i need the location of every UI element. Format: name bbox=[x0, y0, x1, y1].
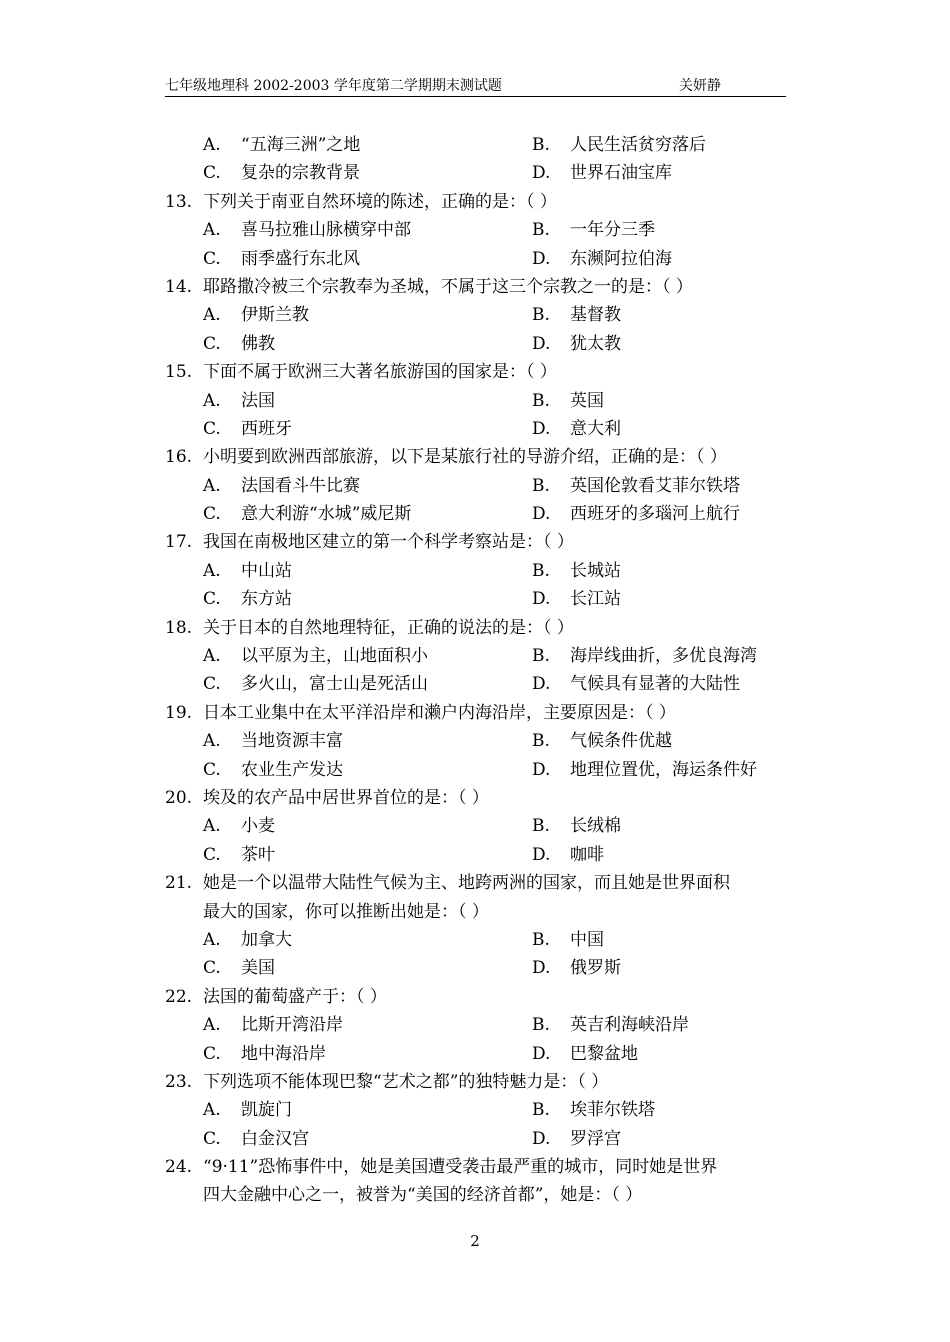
question-line bbox=[165, 1153, 790, 1181]
option-text: 海岸线曲折，多优良海湾 bbox=[570, 646, 757, 667]
option-text: 英国伦敦看艾菲尔铁塔 bbox=[570, 475, 740, 496]
question-list bbox=[165, 131, 790, 1210]
question-stem: 法国的葡萄盛产于：（ ） bbox=[203, 986, 387, 1007]
answer-option bbox=[203, 926, 292, 954]
option-letter: D. bbox=[532, 504, 551, 525]
answer-option bbox=[532, 387, 604, 415]
option-row bbox=[165, 216, 790, 244]
option-letter: C. bbox=[203, 418, 221, 439]
option-text: 佛教 bbox=[241, 333, 275, 354]
option-text: 巴黎盆地 bbox=[570, 1043, 638, 1064]
option-text: 喜马拉雅山脉横穿中部 bbox=[241, 220, 411, 241]
option-letter: A. bbox=[203, 560, 221, 581]
question-item bbox=[165, 614, 790, 699]
question-number: 15. bbox=[165, 362, 193, 383]
answer-option bbox=[203, 415, 292, 443]
answer-option bbox=[203, 500, 411, 528]
question-item bbox=[165, 983, 790, 1068]
option-text: 地理位置优，海运条件好 bbox=[570, 759, 757, 780]
option-text: 白金汉宫 bbox=[241, 1128, 309, 1149]
answer-option bbox=[532, 245, 672, 273]
page-number: 2 bbox=[470, 1232, 480, 1250]
option-row bbox=[165, 131, 790, 159]
answer-option bbox=[532, 415, 621, 443]
question-number: 23. bbox=[165, 1071, 193, 1092]
answer-option bbox=[203, 159, 360, 187]
option-letter: D. bbox=[532, 674, 551, 695]
option-text: 中山站 bbox=[241, 560, 292, 581]
question-stem: “9·11”恐怖事件中，她是美国遭受袭击最严重的城市，同时她是世界 bbox=[203, 1157, 718, 1178]
option-letter: C. bbox=[203, 333, 221, 354]
option-text: 东濒阿拉伯海 bbox=[570, 248, 672, 269]
question-item bbox=[165, 1153, 790, 1210]
option-letter: D. bbox=[532, 844, 551, 865]
option-text: 咖啡 bbox=[570, 844, 604, 865]
option-row bbox=[165, 585, 790, 613]
option-text: 俄罗斯 bbox=[570, 958, 621, 979]
option-letter: B. bbox=[532, 475, 550, 496]
option-text: 以平原为主，山地面积小 bbox=[241, 646, 428, 667]
answer-option bbox=[203, 131, 360, 159]
question-line bbox=[165, 358, 790, 386]
option-text: 多火山，富士山是死活山 bbox=[241, 674, 428, 695]
question-item bbox=[165, 528, 790, 613]
option-letter: A. bbox=[203, 1100, 221, 1121]
option-letter: C. bbox=[203, 589, 221, 610]
option-letter: B. bbox=[532, 816, 550, 837]
answer-option bbox=[203, 1096, 292, 1124]
answer-option bbox=[203, 301, 309, 329]
answer-option bbox=[203, 642, 428, 670]
question-stem: 耶路撒冷被三个宗教奉为圣城，不属于这三个宗教之一的是：（ ） bbox=[203, 276, 693, 297]
question-item bbox=[165, 869, 790, 983]
exam-title: 七年级地理科 2002-2003 学年度第二学期期末测试题 bbox=[165, 78, 502, 94]
question-line bbox=[165, 443, 790, 471]
option-text: 西班牙 bbox=[241, 418, 292, 439]
option-letter: D. bbox=[532, 248, 551, 269]
question-stem: 下列选项不能体现巴黎“艺术之都”的独特魅力是：（ ） bbox=[203, 1071, 609, 1092]
option-text: 复杂的宗教背景 bbox=[241, 163, 360, 184]
question-number: 18. bbox=[165, 617, 193, 638]
option-letter: D. bbox=[532, 958, 551, 979]
option-letter: D. bbox=[532, 759, 551, 780]
answer-option bbox=[532, 472, 740, 500]
option-letter: A. bbox=[203, 646, 221, 667]
option-text: 长江站 bbox=[570, 589, 621, 610]
option-text: 气候具有显著的大陆性 bbox=[570, 674, 740, 695]
option-text: 英国 bbox=[570, 390, 604, 411]
question-number: 14. bbox=[165, 276, 193, 297]
option-text: 基督教 bbox=[570, 305, 621, 326]
option-text: 中国 bbox=[570, 929, 604, 950]
question-line bbox=[165, 869, 790, 897]
option-letter: D. bbox=[532, 1128, 551, 1149]
option-letter: B. bbox=[532, 305, 550, 326]
question-line bbox=[165, 1068, 790, 1096]
question-item bbox=[165, 358, 790, 443]
question-line bbox=[165, 898, 790, 926]
option-row bbox=[165, 954, 790, 982]
option-letter: C. bbox=[203, 759, 221, 780]
option-letter: B. bbox=[532, 390, 550, 411]
option-text: 一年分三季 bbox=[570, 220, 655, 241]
answer-option bbox=[532, 1040, 638, 1068]
answer-option bbox=[532, 670, 740, 698]
option-text: 比斯开湾沿岸 bbox=[241, 1015, 343, 1036]
option-text: 当地资源丰富 bbox=[241, 731, 343, 752]
option-row bbox=[165, 841, 790, 869]
question-number: 22. bbox=[165, 986, 193, 1007]
option-text: 埃菲尔铁塔 bbox=[570, 1100, 655, 1121]
option-text: 世界石油宝库 bbox=[570, 163, 672, 184]
option-letter: D. bbox=[532, 589, 551, 610]
option-text: 地中海沿岸 bbox=[241, 1043, 326, 1064]
question-number: 21. bbox=[165, 873, 193, 894]
question-item bbox=[165, 1068, 790, 1153]
option-letter: A. bbox=[203, 475, 221, 496]
option-row bbox=[165, 1011, 790, 1039]
option-letter: C. bbox=[203, 844, 221, 865]
option-text: 农业生产发达 bbox=[241, 759, 343, 780]
question-number: 13. bbox=[165, 191, 193, 212]
question-line bbox=[165, 983, 790, 1011]
question-line bbox=[165, 528, 790, 556]
option-letter: C. bbox=[203, 958, 221, 979]
option-text: 长绒棉 bbox=[570, 816, 621, 837]
option-row bbox=[165, 159, 790, 187]
question-line bbox=[165, 699, 790, 727]
author-name: 关妍静 bbox=[679, 78, 721, 94]
option-letter: A. bbox=[203, 305, 221, 326]
option-letter: D. bbox=[532, 418, 551, 439]
option-row bbox=[165, 245, 790, 273]
answer-option bbox=[203, 330, 275, 358]
answer-option bbox=[532, 642, 757, 670]
answer-option bbox=[203, 1125, 309, 1153]
option-text: 雨季盛行东北风 bbox=[241, 248, 360, 269]
option-text: 凯旋门 bbox=[241, 1100, 292, 1121]
question-stem: 她是一个以温带大陆性气候为主、地跨两洲的国家，而且她是世界面积 bbox=[203, 873, 730, 894]
option-text: 法国看斗牛比赛 bbox=[241, 475, 360, 496]
question-item bbox=[165, 784, 790, 869]
option-row bbox=[165, 812, 790, 840]
option-letter: C. bbox=[203, 504, 221, 525]
option-letter: C. bbox=[203, 248, 221, 269]
option-letter: B. bbox=[532, 220, 550, 241]
answer-option bbox=[203, 670, 428, 698]
option-letter: C. bbox=[203, 1128, 221, 1149]
option-letter: B. bbox=[532, 1015, 550, 1036]
option-row bbox=[165, 642, 790, 670]
option-row bbox=[165, 1125, 790, 1153]
option-letter: D. bbox=[532, 163, 551, 184]
option-text: 法国 bbox=[241, 390, 275, 411]
answer-option bbox=[203, 841, 275, 869]
option-letter: B. bbox=[532, 560, 550, 581]
question-line bbox=[165, 273, 790, 301]
option-letter: D. bbox=[532, 1043, 551, 1064]
answer-option bbox=[532, 216, 655, 244]
answer-option bbox=[203, 472, 360, 500]
answer-option bbox=[532, 557, 621, 585]
option-text: 气候条件优越 bbox=[570, 731, 672, 752]
option-text: 西班牙的多瑙河上航行 bbox=[570, 504, 740, 525]
option-row bbox=[165, 1096, 790, 1124]
question-line bbox=[165, 1181, 790, 1209]
option-text: 东方站 bbox=[241, 589, 292, 610]
answer-option bbox=[532, 812, 621, 840]
option-row bbox=[165, 1040, 790, 1068]
option-letter: A. bbox=[203, 1015, 221, 1036]
option-text: 人民生活贫穷落后 bbox=[570, 135, 706, 155]
option-text: 美国 bbox=[241, 958, 275, 979]
answer-option bbox=[203, 557, 292, 585]
question-stem: 最大的国家，你可以推断出她是：（ ） bbox=[203, 901, 489, 922]
option-text: 长城站 bbox=[570, 560, 621, 581]
answer-option bbox=[532, 756, 757, 784]
answer-option bbox=[532, 159, 672, 187]
option-letter: C. bbox=[203, 674, 221, 695]
answer-option bbox=[532, 1011, 689, 1039]
option-text: 伊斯兰教 bbox=[241, 305, 309, 326]
answer-option bbox=[203, 1040, 326, 1068]
question-item bbox=[165, 188, 790, 273]
question-stem: 下列关于南亚自然环境的陈述，正确的是：（ ） bbox=[203, 191, 557, 212]
option-text: “五海三洲”之地 bbox=[241, 135, 361, 155]
option-row bbox=[165, 557, 790, 585]
answer-option bbox=[203, 727, 343, 755]
question-stem: 关于日本的自然地理特征，正确的说法的是：（ ） bbox=[203, 617, 574, 638]
option-text: 茶叶 bbox=[241, 844, 275, 865]
option-text: 英吉利海峡沿岸 bbox=[570, 1015, 689, 1036]
option-letter: B. bbox=[532, 135, 550, 155]
option-row bbox=[165, 472, 790, 500]
answer-option bbox=[203, 387, 275, 415]
answer-option bbox=[532, 500, 740, 528]
option-letter: A. bbox=[203, 929, 221, 950]
question-stem: 小明要到欧洲西部旅游，以下是某旅行社的导游介绍，正确的是：（ ） bbox=[203, 447, 727, 468]
answer-option bbox=[532, 727, 672, 755]
option-letter: A. bbox=[203, 390, 221, 411]
answer-option bbox=[532, 926, 604, 954]
answer-option bbox=[532, 301, 621, 329]
answer-option bbox=[203, 216, 411, 244]
question-item bbox=[165, 443, 790, 528]
question-number: 16. bbox=[165, 447, 193, 468]
question-stem: 下面不属于欧洲三大著名旅游国的国家是：（ ） bbox=[203, 362, 557, 383]
option-letter: B. bbox=[532, 1100, 550, 1121]
option-text: 罗浮宫 bbox=[570, 1128, 621, 1149]
answer-option bbox=[203, 585, 292, 613]
question-number: 20. bbox=[165, 787, 193, 808]
answer-option bbox=[532, 585, 621, 613]
option-letter: A. bbox=[203, 220, 221, 241]
option-row bbox=[165, 670, 790, 698]
answer-option bbox=[532, 1096, 655, 1124]
answer-option bbox=[203, 1011, 343, 1039]
option-row bbox=[165, 330, 790, 358]
question-number: 17. bbox=[165, 532, 193, 553]
question-line bbox=[165, 614, 790, 642]
option-row bbox=[165, 756, 790, 784]
answer-option bbox=[532, 954, 621, 982]
answer-option bbox=[532, 330, 621, 358]
answer-option bbox=[203, 756, 343, 784]
option-letter: A. bbox=[203, 731, 221, 752]
question-item bbox=[165, 273, 790, 358]
option-text: 犹太教 bbox=[570, 333, 621, 354]
question-stem: 日本工业集中在太平洋沿岸和濑户内海沿岸，主要原因是：（ ） bbox=[203, 702, 676, 723]
option-letter: A. bbox=[203, 135, 221, 155]
question-line bbox=[165, 784, 790, 812]
question-stem: 四大金融中心之一，被誉为“美国的经济首都”，她是：（ ） bbox=[203, 1185, 643, 1206]
option-text: 加拿大 bbox=[241, 929, 292, 950]
answer-option bbox=[203, 812, 275, 840]
option-letter: B. bbox=[532, 646, 550, 667]
option-letter: C. bbox=[203, 1043, 221, 1064]
answer-option bbox=[532, 1125, 621, 1153]
question-number: 19. bbox=[165, 702, 193, 723]
question-stem: 埃及的农产品中居世界首位的是：（ ） bbox=[203, 787, 489, 808]
answer-option bbox=[203, 954, 275, 982]
question-item bbox=[165, 699, 790, 784]
option-row bbox=[165, 387, 790, 415]
page-header bbox=[165, 76, 786, 97]
answer-option bbox=[532, 841, 604, 869]
option-row bbox=[165, 727, 790, 755]
option-text: 意大利游“水城”威尼斯 bbox=[241, 504, 412, 525]
option-letter: A. bbox=[203, 816, 221, 837]
answer-option bbox=[203, 245, 360, 273]
option-letter: D. bbox=[532, 333, 551, 354]
option-row bbox=[165, 301, 790, 329]
option-row bbox=[165, 926, 790, 954]
option-letter: B. bbox=[532, 929, 550, 950]
question-line bbox=[165, 188, 790, 216]
option-row bbox=[165, 415, 790, 443]
question-number: 24. bbox=[165, 1157, 193, 1178]
option-text: 小麦 bbox=[241, 816, 275, 837]
option-row bbox=[165, 500, 790, 528]
question-stem: 我国在南极地区建立的第一个科学考察站是：（ ） bbox=[203, 532, 574, 553]
option-letter: B. bbox=[532, 731, 550, 752]
option-text: 意大利 bbox=[570, 418, 621, 439]
answer-option bbox=[532, 131, 706, 159]
option-letter: C. bbox=[203, 163, 221, 184]
